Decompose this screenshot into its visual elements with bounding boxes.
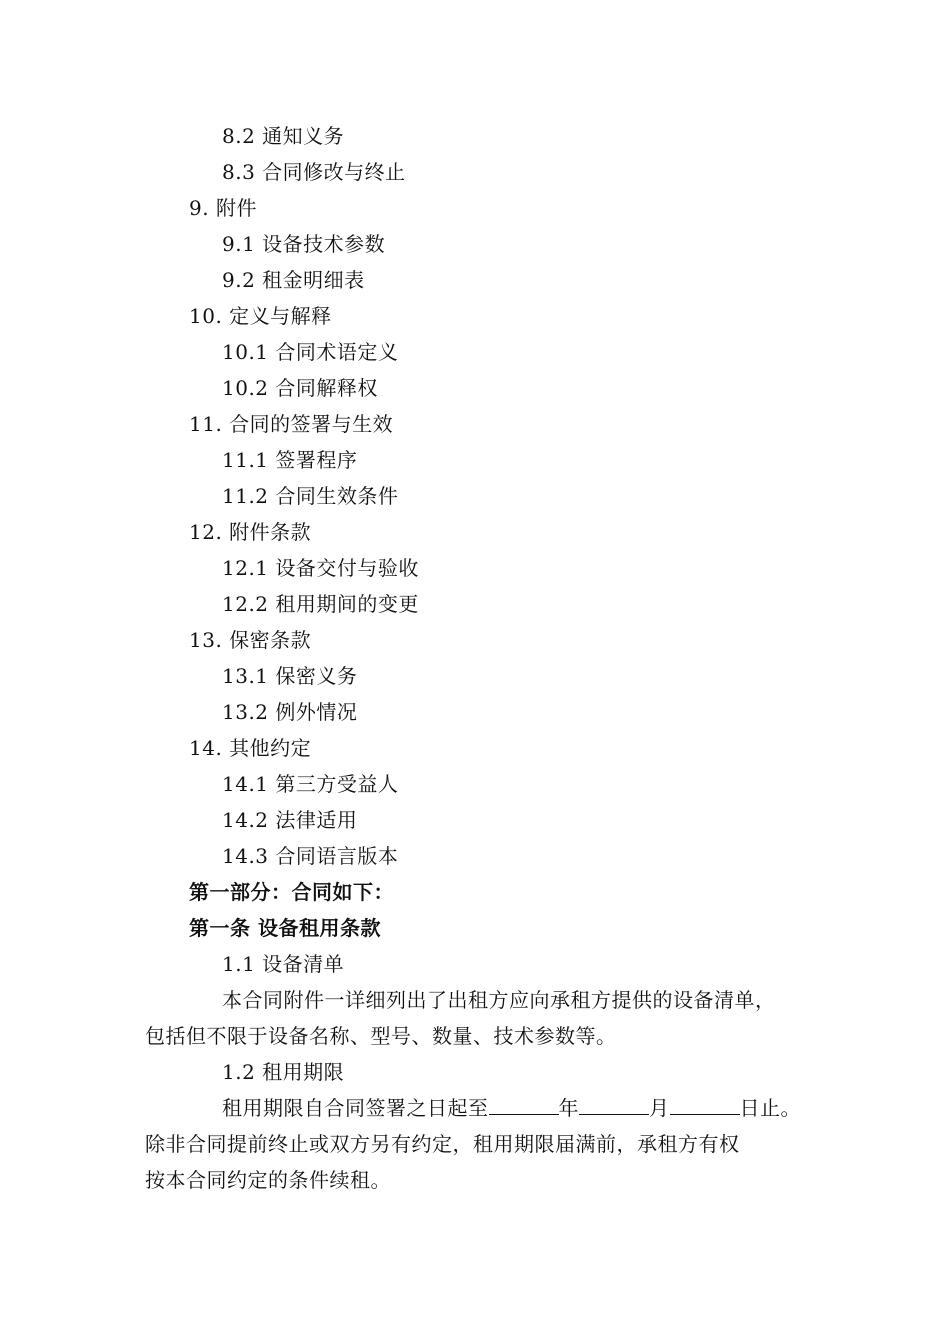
toc-item-10-1: 10.1 合同术语定义 (222, 340, 399, 364)
term-start-text: 租用期限自合同签署之日起至 (222, 1096, 489, 1120)
toc-item-8-3: 8.3 合同修改与终止 (222, 160, 406, 184)
toc-item-13: 13. 保密条款 (189, 628, 312, 652)
toc-item-9-2: 9.2 租金明细表 (222, 268, 365, 292)
toc-item-12: 12. 附件条款 (189, 520, 312, 544)
toc-item-8-2: 8.2 通知义务 (222, 124, 345, 148)
toc-item-10: 10. 定义与解释 (189, 304, 332, 328)
toc-item-11-1: 11.1 签署程序 (222, 448, 358, 472)
toc-item-9-1: 9.1 设备技术参数 (222, 232, 386, 256)
year-label: 年 (558, 1096, 579, 1120)
section-1-2-para-line1 (222, 1096, 801, 1120)
section-1-2-title: 1.2 租用期限 (222, 1060, 345, 1084)
section-1-1-para-line2: 包括但不限于设备名称、型号、数量、技术参数等。 (145, 1024, 617, 1048)
day-blank[interactable] (670, 1096, 740, 1115)
toc-item-14: 14. 其他约定 (189, 736, 312, 760)
toc-item-11-2: 11.2 合同生效条件 (222, 484, 399, 508)
toc-item-12-1: 12.1 设备交付与验收 (222, 556, 419, 580)
year-blank[interactable] (489, 1096, 559, 1115)
toc-item-10-2: 10.2 合同解释权 (222, 376, 378, 400)
toc-item-13-2: 13.2 例外情况 (222, 700, 358, 724)
toc-item-14-1: 14.1 第三方受益人 (222, 772, 399, 796)
toc-item-14-2: 14.2 法律适用 (222, 808, 358, 832)
toc-item-13-1: 13.1 保密义务 (222, 664, 358, 688)
part-heading: 第一部分：合同如下： (189, 880, 394, 904)
toc-item-14-3: 14.3 合同语言版本 (222, 844, 399, 868)
day-end-label: 日止。 (739, 1096, 801, 1120)
toc-item-11: 11. 合同的签署与生效 (189, 412, 394, 436)
section-1-1-title: 1.1 设备清单 (222, 952, 345, 976)
article-heading: 第一条 设备租用条款 (189, 916, 381, 940)
toc-item-9: 9. 附件 (189, 196, 257, 220)
toc-item-12-2: 12.2 租用期间的变更 (222, 592, 419, 616)
section-1-1-para-line1: 本合同附件一详细列出了出租方应向承租方提供的设备清单， (222, 988, 776, 1012)
month-label: 月 (649, 1096, 670, 1120)
section-1-2-para-line3: 按本合同约定的条件续租。 (145, 1168, 391, 1192)
section-1-2-para-line2: 除非合同提前终止或双方另有约定，租用期限届满前，承租方有权 (145, 1132, 740, 1156)
month-blank[interactable] (579, 1096, 649, 1115)
